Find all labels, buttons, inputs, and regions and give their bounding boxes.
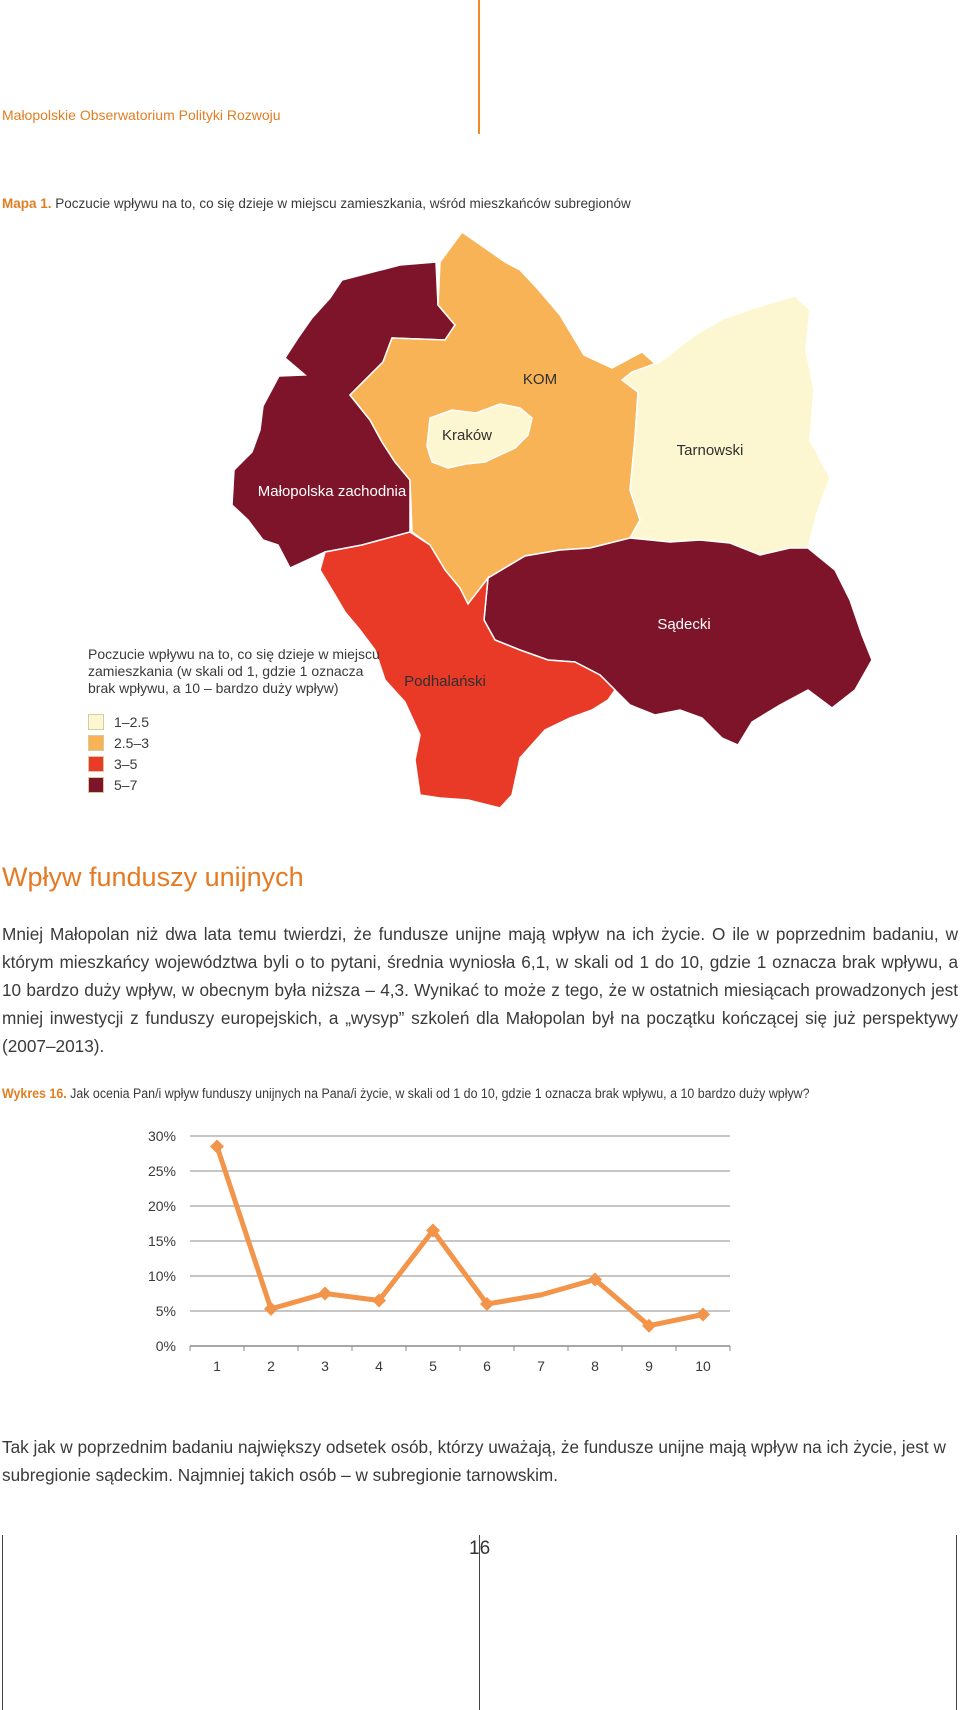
header-title: Małopolskie Obserwatorium Polityki Rozwoju: [2, 107, 281, 123]
chart-x-ticks: [213, 1358, 711, 1374]
map-caption-text: Poczucie wpływu na to, co się dzieje w miejscu zamieszkania, wśród mieszkańców subregionów: [55, 196, 631, 211]
x-tick-label: 10: [695, 1358, 711, 1374]
x-tick-label: 8: [591, 1358, 599, 1374]
chart-caption-text: Jak ocenia Pan/i wpływ funduszy unijnych na Pana/i życie, w skali od 1 do 10, gdzie 1 oznacza brak wpływu, a 10 bardzo duży wpływ?: [70, 1086, 810, 1101]
legend-items: [88, 711, 388, 795]
chart-y-ticks: [148, 1128, 176, 1354]
legend-item: [88, 774, 388, 795]
legend-label: 1–2.5: [114, 713, 150, 730]
legend-item: [88, 732, 388, 753]
y-tick-label: 25%: [147, 1163, 176, 1179]
chart-caption-label: Wykres 16.: [2, 1086, 67, 1101]
footer-divider-center: [479, 1535, 480, 1710]
label-podhalanski: Podhalański: [404, 673, 486, 690]
footer-divider-right: [956, 1535, 957, 1710]
x-tick-label: 2: [267, 1358, 275, 1374]
label-malopolska-zachodnia: Małopolska zachodnia: [257, 483, 407, 500]
legend-title: Poczucie wpływu na to, co się dzieje w miejscu zamieszkania (w skali od 1, gdzie 1 oznacza brak wpływu, a 10 – bardzo duży wpływ): [88, 646, 380, 696]
data-point: [696, 1308, 710, 1322]
series-line: [217, 1147, 703, 1326]
chart-caption: [2, 1086, 810, 1101]
label-krakow: Kraków: [441, 427, 493, 444]
top-divider: [478, 0, 480, 134]
page-number: 16: [469, 1538, 491, 1559]
legend-label: 3–5: [114, 755, 138, 772]
x-tick-label: 1: [213, 1358, 221, 1374]
x-tick-label: 4: [375, 1358, 383, 1374]
y-tick-label: 5%: [155, 1303, 176, 1319]
legend-swatch: [88, 777, 104, 793]
paragraph-eu-funds: Mniej Małopolan niż dwa lata temu twierdzi, że fundusze unijne mają wpływ na ich życie. O ile w poprzednim badaniu, w którym mieszkańcy województwa byli o to pytani, średnia wyniosła 6,1, w skali od 1 do 10, gdzie 1 oznacza brak wpływu, a 10 bardzo duży wpływ, w obecnym była niższa – 4,3. Wynikać to może z tego, że w ostatnich miesiącach prowadzonych jest mniej inwestycji z funduszy europejskich, a „wysyp” szkoleń dla Małopolan był na początku kończącej się już perspektywy (2007–2013).: [2, 924, 958, 1056]
y-tick-label: 15%: [147, 1233, 176, 1249]
x-tick-label: 7: [537, 1358, 545, 1374]
label-kom: KOM: [522, 371, 558, 388]
footer-divider-left: [2, 1535, 3, 1710]
x-tick-label: 5: [429, 1358, 437, 1374]
label-sadecki: Sądecki: [657, 616, 711, 633]
y-tick-label: 0%: [155, 1338, 176, 1354]
legend-swatch: [88, 714, 104, 730]
legend-item: [88, 711, 388, 732]
chart-series: [210, 1140, 710, 1333]
paragraph-conclusion: Tak jak w poprzednim badaniu największy odsetek osób, którzy uważają, że fundusze unijne mają wpływ na ich życie, jest w subregionie sądeckim. Najmniej takich osób – w subregionie tarnowskim.: [2, 1437, 946, 1485]
map-caption-label: Mapa 1.: [2, 196, 52, 211]
data-point: [318, 1287, 332, 1301]
data-point: [210, 1140, 224, 1154]
x-tick-label: 3: [321, 1358, 329, 1374]
y-tick-label: 20%: [147, 1198, 176, 1214]
region-tarnowski: [622, 296, 830, 555]
legend-label: 5–7: [114, 776, 138, 793]
legend-item: [88, 753, 388, 774]
x-tick-label: 9: [645, 1358, 653, 1374]
eu-funds-line-chart: [140, 1118, 820, 1398]
y-tick-label: 10%: [147, 1268, 176, 1284]
legend-swatch: [88, 756, 104, 772]
y-tick-label: 30%: [147, 1128, 176, 1144]
legend-label: 2.5–3: [114, 734, 150, 751]
map-caption: [2, 196, 631, 211]
section-title: Wpływ funduszy unijnych: [2, 862, 304, 892]
x-tick-label: 6: [483, 1358, 491, 1374]
legend-swatch: [88, 735, 104, 751]
map-legend: [88, 646, 388, 795]
label-tarnowski: Tarnowski: [676, 442, 744, 459]
data-point: [264, 1302, 278, 1316]
